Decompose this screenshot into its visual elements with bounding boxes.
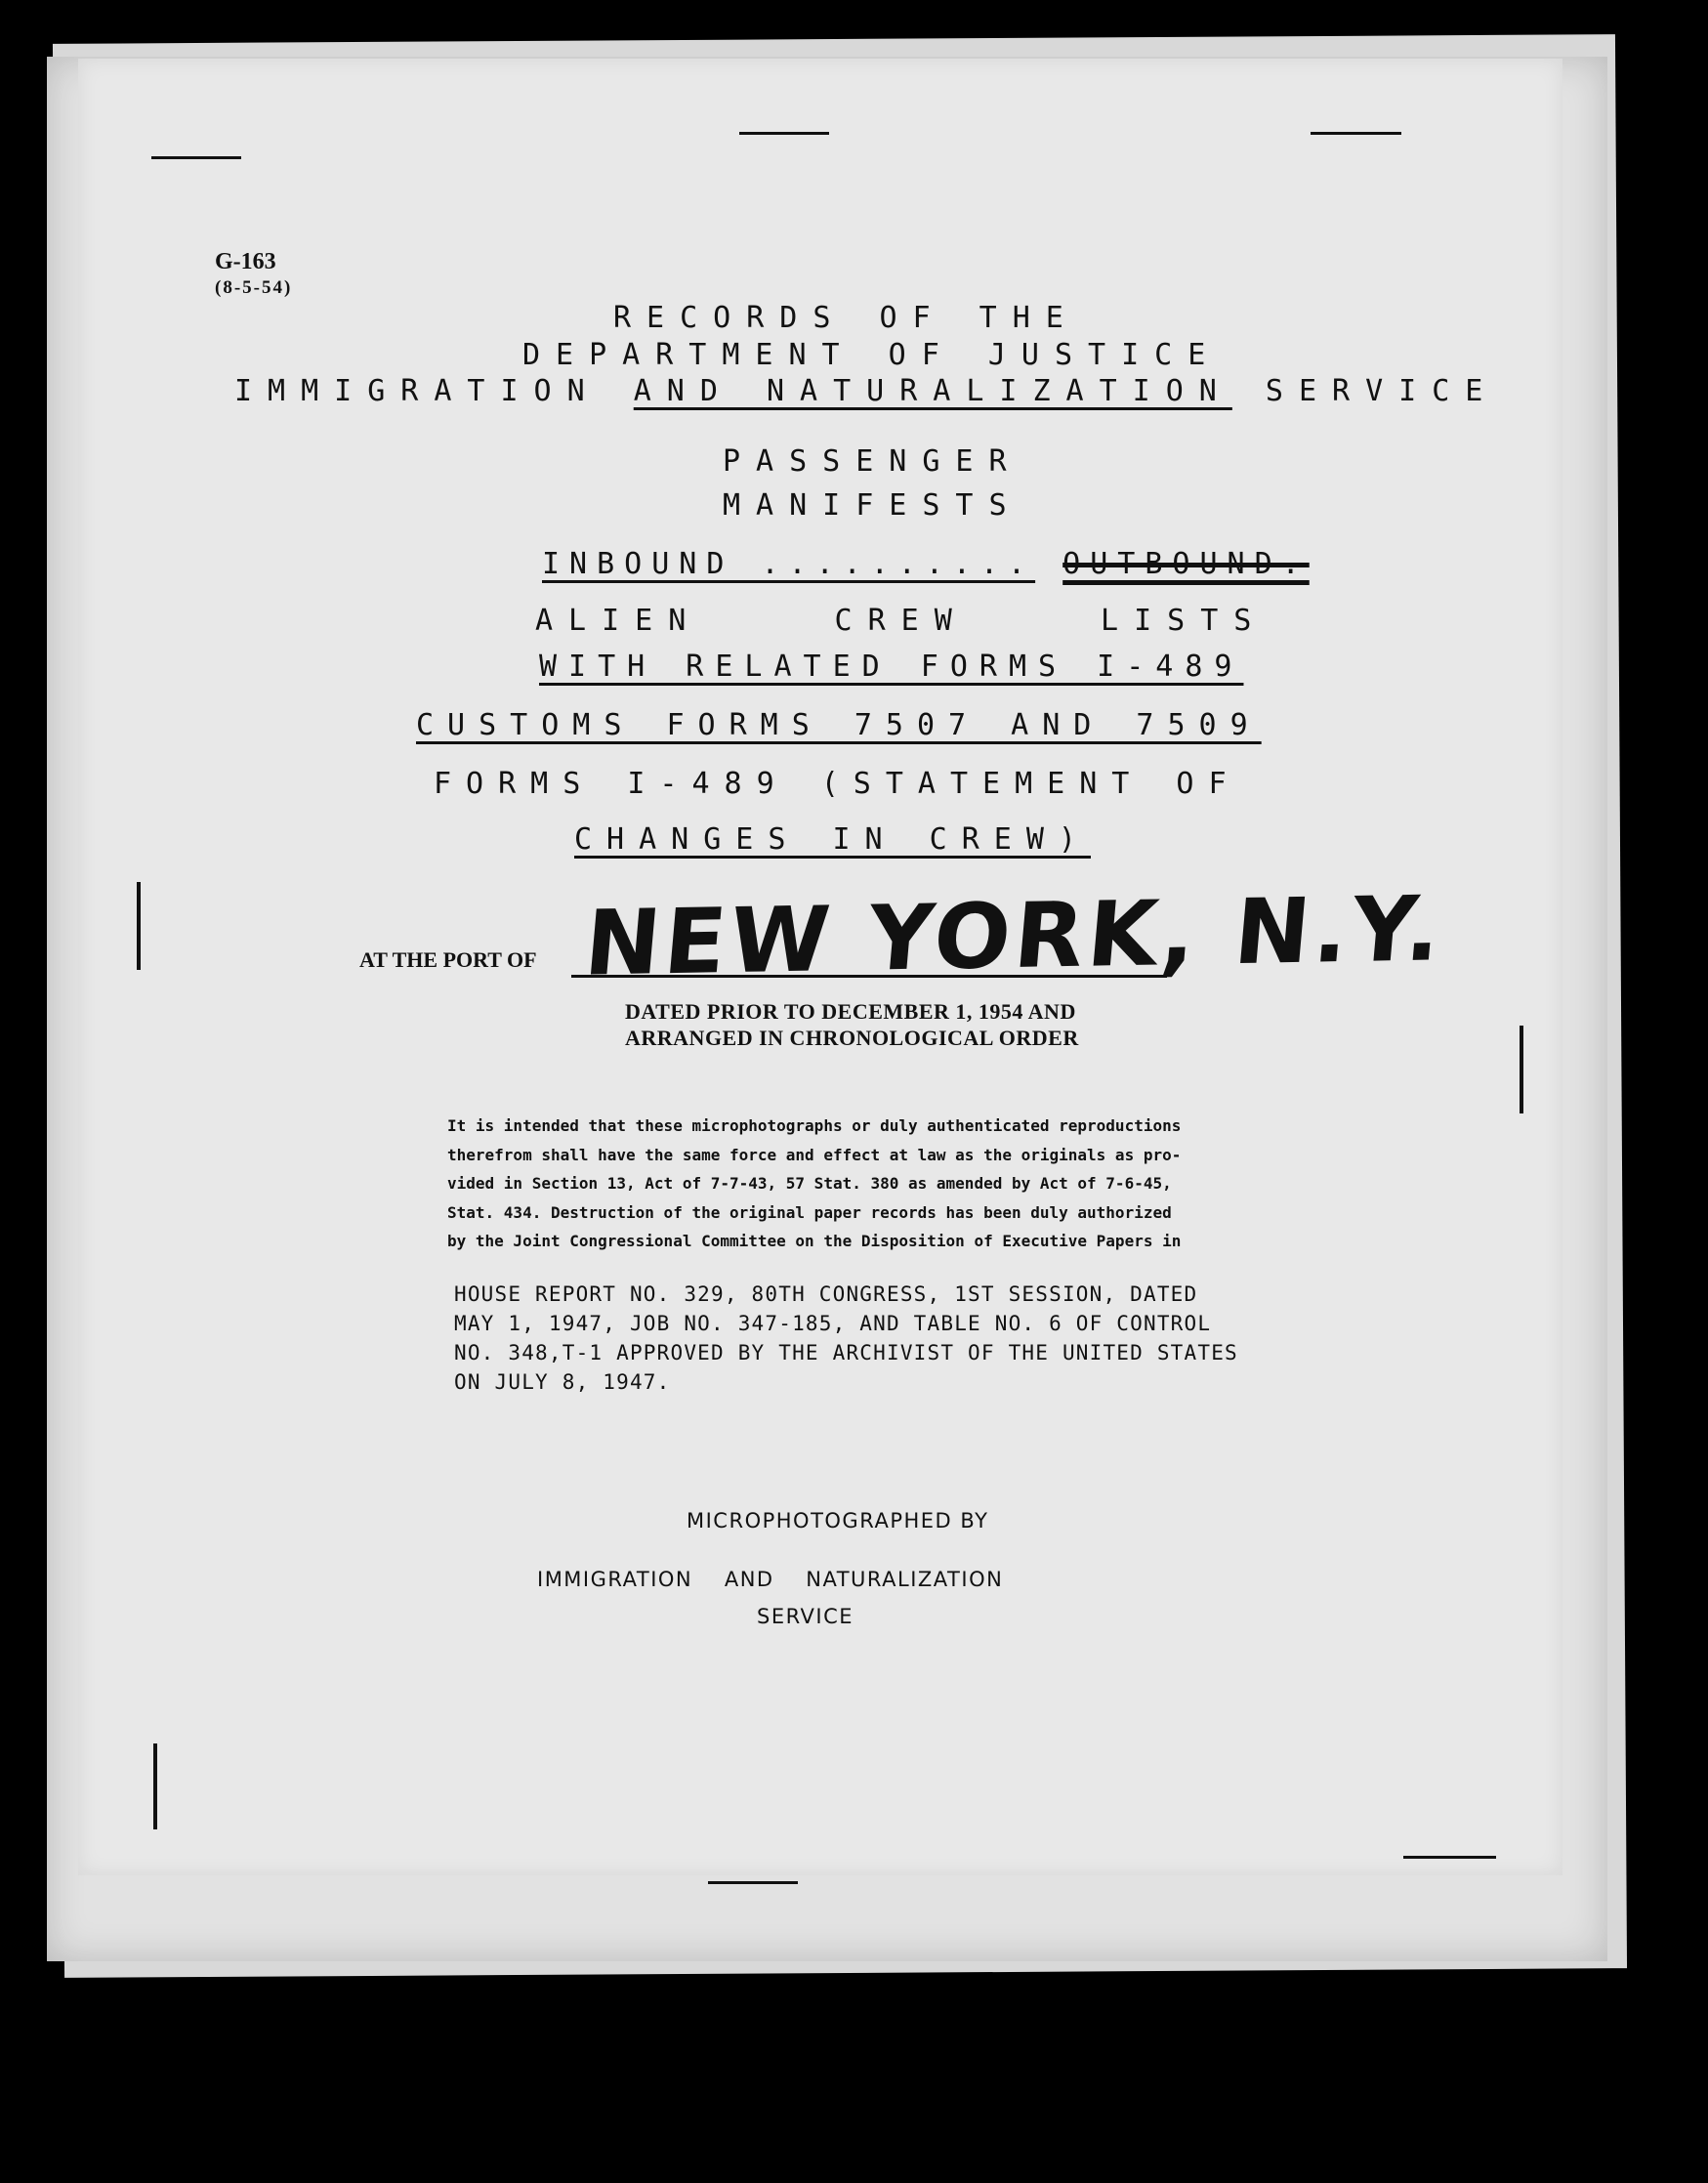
form-number: G-163	[215, 249, 276, 274]
header-line-2: DEPARTMENT OF JUSTICE	[522, 338, 1222, 372]
registration-mark-left-bottom	[153, 1743, 157, 1829]
header-service: SERVICE	[1265, 374, 1499, 408]
legal-line: It is intended that these microphotographs or duly authenticated reproductions	[447, 1116, 1182, 1135]
dated-prior-line: DATED PRIOR TO DECEMBER 1, 1954 AND	[625, 999, 1076, 1024]
form-date: (8-5-54)	[215, 277, 293, 298]
legal-paragraph	[447, 1112, 1181, 1256]
form-id	[215, 249, 292, 299]
report-paragraph	[454, 1280, 1238, 1397]
outbound-struck: OUTBOUND.	[1062, 547, 1310, 581]
changes-in-crew: CHANGES IN CREW)	[574, 822, 1091, 857]
header-line-3	[234, 374, 1498, 408]
registration-mark-top-left	[151, 156, 241, 159]
customs-forms	[416, 708, 1262, 742]
agency-line-1: IMMIGRATION AND NATURALIZATION	[537, 1568, 1004, 1591]
header-and-naturalization: AND NATURALIZATION	[633, 374, 1232, 408]
report-line: MAY 1, 1947, JOB NO. 347-185, AND TABLE NO. 6 OF CONTROL	[454, 1312, 1212, 1335]
microphotographed-by: MICROPHOTOGRAPHED BY	[687, 1509, 989, 1532]
inbound-line	[542, 547, 1310, 581]
legal-line: therefrom shall have the same force and effect at law as the originals as pro-	[447, 1145, 1182, 1164]
registration-mark-bottom-center	[708, 1881, 798, 1884]
agency-line-2: SERVICE	[757, 1605, 854, 1628]
legal-line: vided in Section 13, Act of 7-7-43, 57 Stat. 380 as amended by Act of 7-6-45,	[447, 1174, 1172, 1193]
report-line: ON JULY 8, 1947.	[454, 1370, 671, 1394]
passenger-label: PASSENGER	[723, 444, 1022, 479]
forms-489-statement: FORMS I-489 (STATEMENT OF	[434, 767, 1241, 801]
registration-mark-top-right	[1311, 132, 1401, 135]
report-line: HOUSE REPORT NO. 329, 80TH CONGRESS, 1ST SESSION, DATED	[454, 1282, 1198, 1306]
registration-mark-top-center	[739, 132, 829, 135]
registration-mark-bottom-right	[1403, 1856, 1496, 1859]
registration-mark-right-middle	[1520, 1026, 1523, 1113]
related-forms: WITH RELATED FORMS I-489	[539, 650, 1244, 684]
report-line: NO. 348,T-1 APPROVED BY THE ARCHIVIST OF THE UNITED STATES	[454, 1341, 1238, 1364]
arranged-line: ARRANGED IN CHRONOLOGICAL ORDER	[625, 1026, 1079, 1050]
registration-mark-left-middle	[137, 882, 141, 970]
header-line-1: RECORDS OF THE	[613, 301, 1079, 335]
port-handwritten-name: NEW YORK, N.Y.	[580, 876, 1449, 996]
legal-line: by the Joint Congressional Committee on the Disposition of Executive Papers in	[447, 1232, 1182, 1250]
legal-line: Stat. 434. Destruction of the original paper records has been duly authorized	[447, 1202, 1172, 1222]
alien-crew-lists: ALIEN CREW LISTS	[535, 604, 1268, 638]
inbound-label: INBOUND ..........	[542, 547, 1036, 581]
header-immigration: IMMIGRATION	[234, 374, 601, 408]
manifests-label: MANIFESTS	[723, 488, 1022, 523]
port-label: AT THE PORT OF	[359, 947, 537, 972]
customs-forms-label: CUSTOMS FORMS 7507 AND 7509	[416, 708, 1262, 742]
